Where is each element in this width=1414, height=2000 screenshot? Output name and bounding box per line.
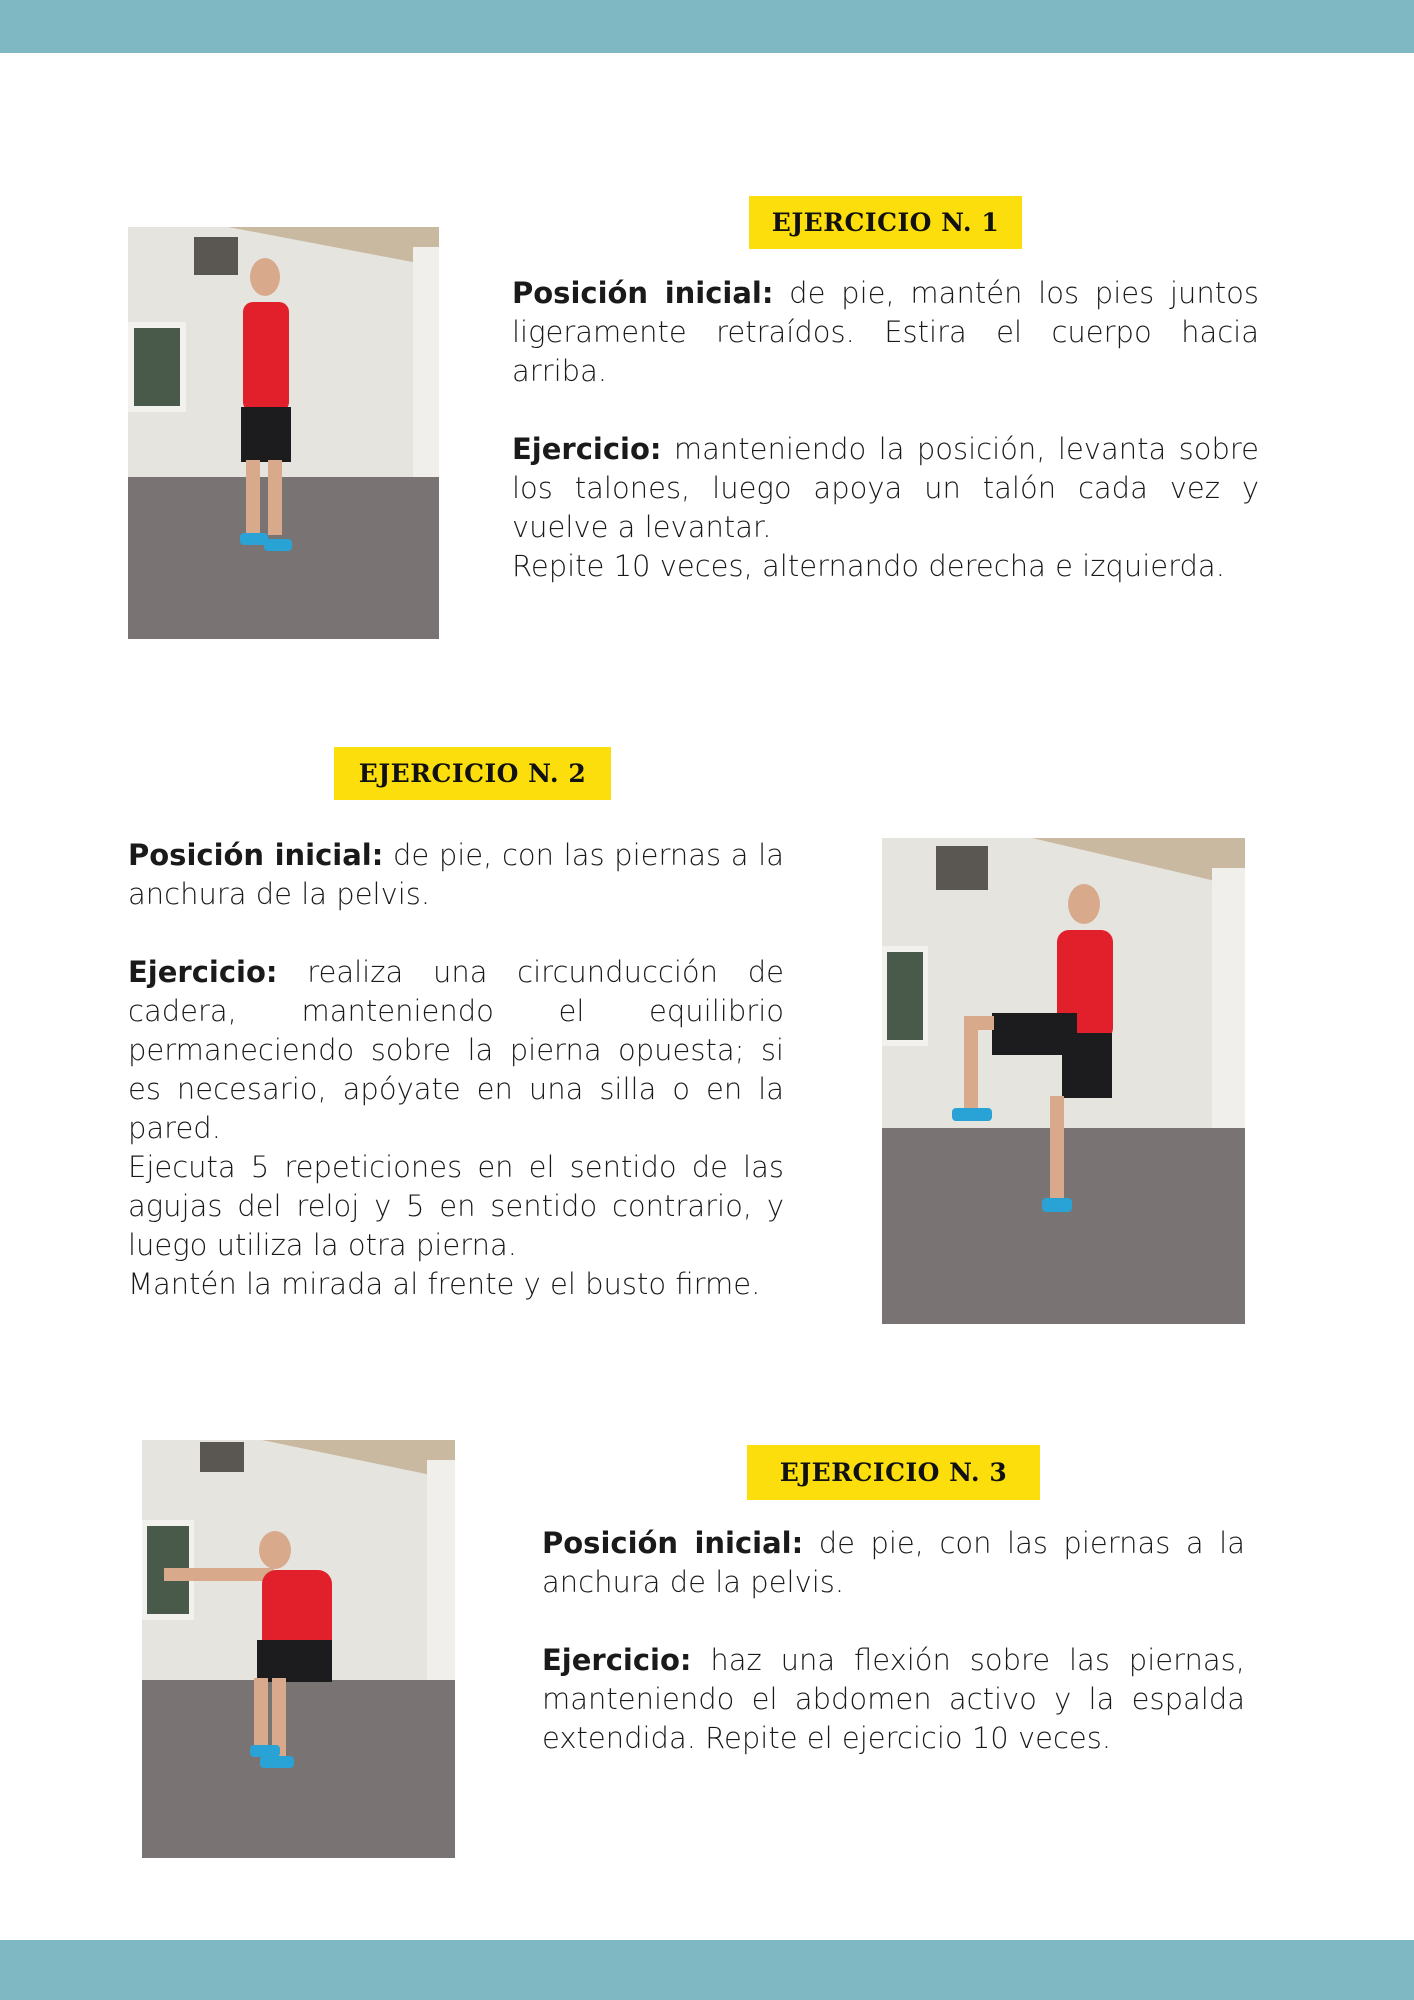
exercise-1-photo [128, 227, 439, 639]
exercise-3-text [542, 1524, 1245, 1758]
exercise-label: Ejercicio: [128, 955, 278, 989]
exercise-note: Mantén la mirada al frente y el busto firme. [128, 1267, 761, 1301]
exercise-text: realiza una circunducción de cadera, manteniendo el equilibrio permaneciendo sobre la pierna opuesta; si es necesario, apóyate en una silla o en la pared. [128, 955, 784, 1145]
exercise-text: manteniendo la posición, levanta sobre los talones, luego apoya un talón cada vez y vuelve a levantar. [512, 432, 1259, 544]
start-position-label: Posición inicial: [512, 276, 774, 310]
exercise-note: Ejecuta 5 repeticiones en el sentido de las agujas del reloj y 5 en sentido contrario, y luego utiliza la otra pierna. [128, 1150, 784, 1262]
exercise-1-text [512, 274, 1259, 586]
exercise-note: Repite 10 veces, alternando derecha e izquierda. [512, 549, 1225, 583]
exercise-3-photo [142, 1440, 455, 1858]
start-position-text: de pie, con las piernas a la anchura de la pelvis. [128, 838, 784, 911]
start-position-label: Posición inicial: [128, 838, 384, 872]
exercise-3-badge: EJERCICIO N. 3 [747, 1445, 1040, 1500]
exercise-2-text [128, 836, 784, 1304]
start-position-label: Posición inicial: [542, 1526, 804, 1560]
exercise-2-photo [882, 838, 1245, 1324]
exercise-2-badge: EJERCICIO N. 2 [334, 747, 611, 800]
start-position-text: de pie, con las piernas a la anchura de la pelvis. [542, 1526, 1245, 1599]
exercise-label: Ejercicio: [512, 432, 662, 466]
exercise-text: haz una flexión sobre las piernas, manteniendo el abdomen activo y la espalda extendida. Repite el ejercicio 10 veces. [542, 1643, 1245, 1755]
header-band [0, 0, 1414, 53]
start-position-text: de pie, mantén los pies juntos ligeramente retraídos. Estira el cuerpo hacia arriba. [512, 276, 1259, 388]
exercise-1-badge: EJERCICIO N. 1 [749, 196, 1022, 249]
footer-band [0, 1940, 1414, 2000]
exercise-label: Ejercicio: [542, 1643, 692, 1677]
